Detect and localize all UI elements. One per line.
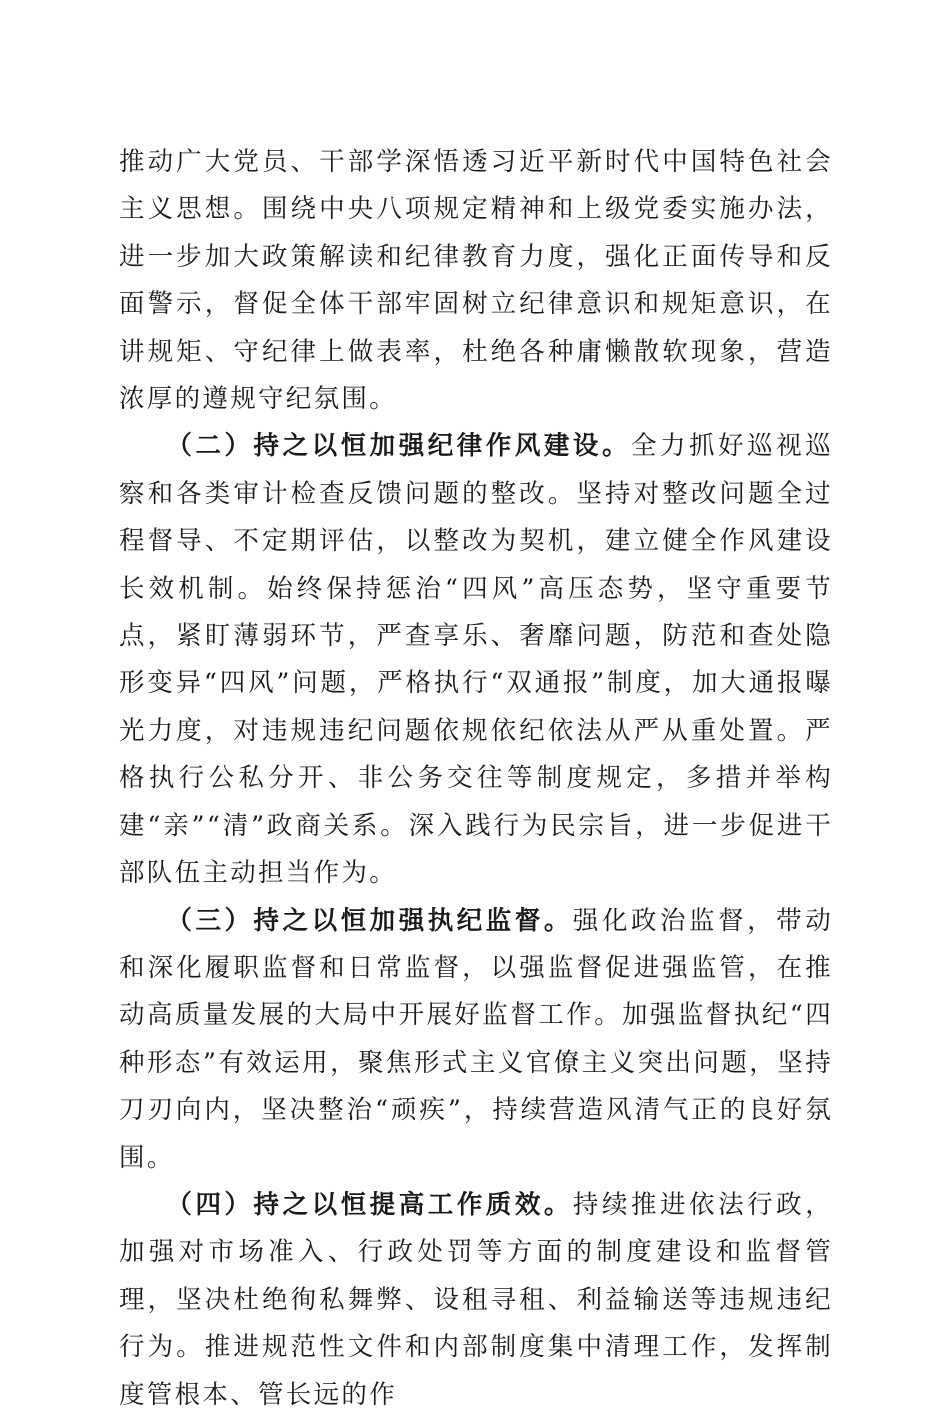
- paragraph-continuation: [119, 139, 833, 423]
- section-heading: （四）持之以恒提高工作质效。: [166, 1189, 573, 1220]
- section-heading: （三）持之以恒加强执纪监督。: [166, 905, 573, 936]
- paragraph-text: 强化政治监督，带动和深化履职监督和日常监督，以强监督促进强监管，在推动高质量发展的大局中开展好监督工作。加强监督执纪“四种形态”有效运用，聚焦形式主义官僚主义突出问题，坚持刀刃向内，坚决整治“顽疾”，持续营造风清气正的良好氛围。: [119, 905, 834, 1173]
- paragraph-section-3: [119, 898, 833, 1182]
- paragraph-section-4: [119, 1182, 833, 1419]
- paragraph-text: 推动广大党员、干部学深悟透习近平新时代中国特色社会主义思想。围绕中央八项规定精神和上级党委实施办法，进一步加大政策解读和纪律教育力度，强化正面传导和反面警示，督促全体干部牢固树立纪律意识和规矩意识，在讲规矩、守纪律上做表率，杜绝各种庸懒散软现象，营造浓厚的遵规守纪氛围。: [119, 147, 833, 415]
- paragraph-section-2: [119, 423, 833, 897]
- document-body: [119, 139, 833, 1419]
- section-heading: （二）持之以恒加强纪律作风建设。: [166, 431, 631, 462]
- paragraph-text: 持续推进依法行政，加强对市场准入、行政处罚等方面的制度建设和监督管理，坚决杜绝徇私舞弊、设租寻租、利益输送等违规违纪行为。推进规范性文件和内部制度集中清理工作，发挥制度管根本、管长远的作: [119, 1189, 834, 1410]
- paragraph-text: 全力抓好巡视巡察和各类审计检查反馈问题的整改。坚持对整改问题全过程督导、不定期评估，以整改为契机，建立健全作风建设长效机制。始终保持惩治“四风”高压态势，坚守重要节点，紧盯薄弱环节，严查享乐、奢靡问题，防范和查处隐形变异“四风”问题，严格执行“双通报”制度，加大通报曝光力度，对违规违纪问题依规依纪依法从严从重处置。严格执行公私分开、非公务交往等制度规定，多措并举构建“亲”“清”政商关系。深入践行为民宗旨，进一步促进干部队伍主动担当作为。: [119, 431, 833, 889]
